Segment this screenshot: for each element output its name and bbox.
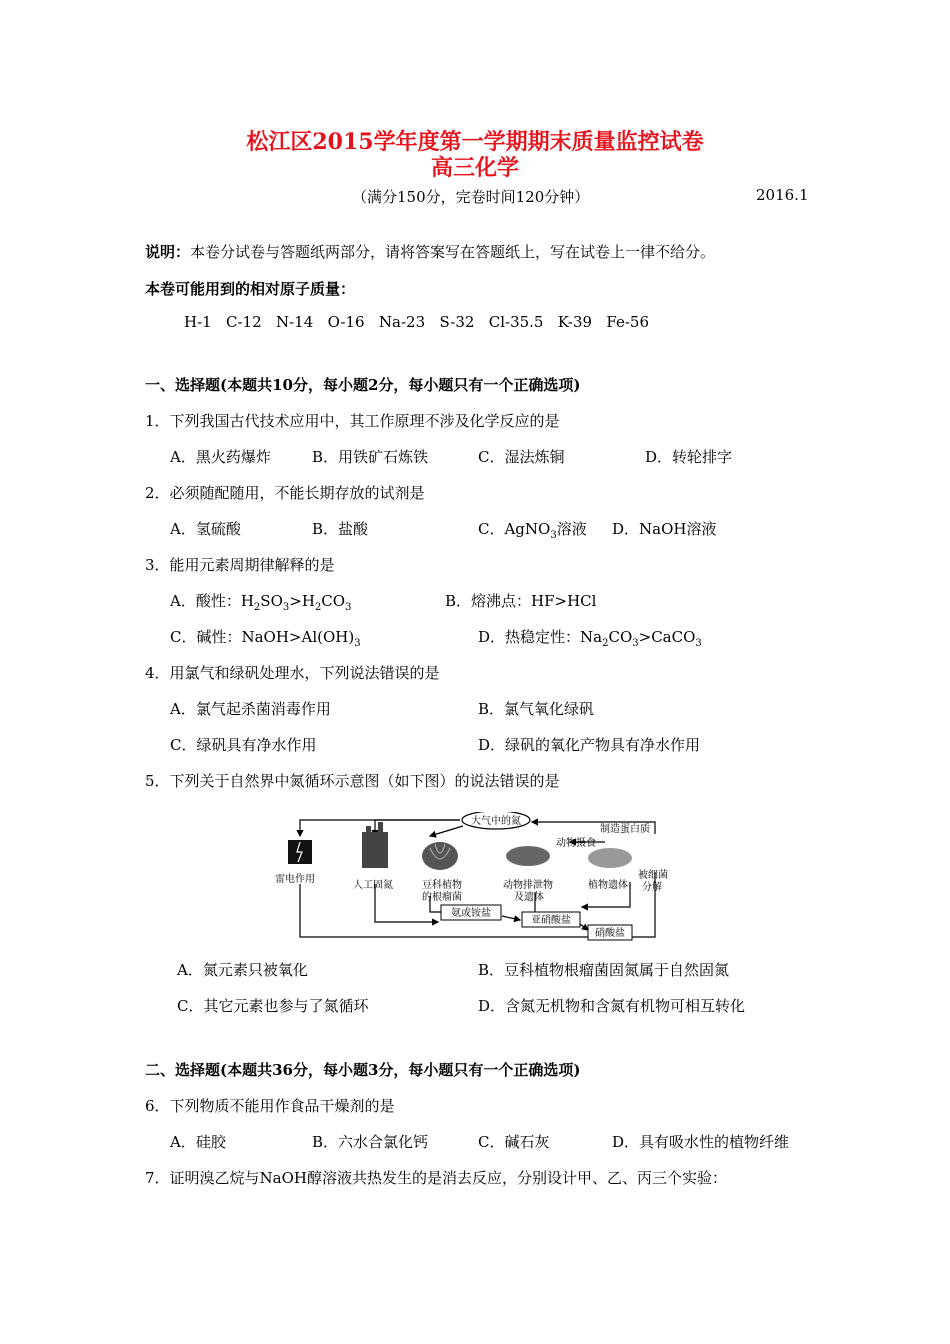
q5-option-c: C．其它元素也参与了氮循环 [177,997,369,1015]
label-artificial: 人工固氮 [353,880,393,891]
atomic-mass: K-39 [557,313,593,331]
section2-heading: 二、选择题(本题共36分，每小题3分，每小题只有一个正确选项) [145,1061,581,1079]
q6-option-a: A．硅胶 [170,1133,226,1151]
atomic-mass: Na-23 [378,313,426,331]
q1-option-b: B．用铁矿石炼铁 [312,448,429,466]
atomic-mass: Fe-56 [606,313,650,331]
label-bacteria-2: 分解 [642,882,662,893]
q4-option-b: B．氯气氧化绿矾 [478,700,595,718]
label-ammonia: 氨或铵盐 [451,908,491,919]
atomic-mass: N-14 [275,313,314,331]
q5-option-b: B．豆科植物根瘤菌固氮属于自然固氮 [478,961,730,979]
q3-option-d: D．热稳定性：$Na_2CO_3>CaCO_3$ [478,628,702,649]
note-label: 说明： [145,243,191,261]
q6-stem: 6．下列物质不能用作食品干燥剂的是 [145,1097,395,1115]
q6-option-c: C．碱石灰 [478,1133,550,1151]
atomic-mass-heading: 本卷可能用到的相对原子质量： [145,280,356,298]
exam-subject: 高三化学 [430,155,519,181]
atomic-mass: S-32 [439,313,475,331]
q3-option-b: B．熔沸点：HF>HCl [445,592,597,610]
atomic-mass: Cl-35.5 [488,313,544,331]
label-lightning: 雷电作用 [275,874,315,885]
q2-option-a: A．氢硫酸 [170,520,241,538]
q4-option-c: C．绿矾具有净水作用 [170,736,317,754]
q1-stem: 1．下列我国古代技术应用中，其工作原理不涉及化学反应的是 [145,412,560,430]
q4-option-d: D．绿矾的氧化产物具有净水作用 [478,736,701,754]
q6-option-b: B．六水合氯化钙 [312,1133,429,1151]
atomic-mass: O-16 [327,313,365,331]
label-animal-intake: 动物摄食 [556,838,596,849]
label-nitrite: 亚硝酸盐 [531,915,571,926]
q2-option-c: C．AgNO$_3$溶液 [478,520,587,541]
nitrogen-cycle-diagram [270,812,670,942]
animals-icon [506,846,550,866]
q2-option-d: D．NaOH溶液 [612,520,717,538]
q2-option-b: B．盐酸 [312,520,369,538]
atomic-mass: H-1 [184,313,212,331]
label-nitrate: 硝酸盐 [595,928,625,939]
q1-option-a: A．黑火药爆炸 [170,448,271,466]
label-bacteria-1: 被细菌 [638,870,668,881]
plant-remains-icon [588,848,632,868]
instruction-note [145,241,715,262]
atomic-mass: C-12 [226,313,262,331]
label-legume-1: 豆科植物 [422,880,462,891]
label-excreta-2: 及遗体 [514,892,544,903]
q4-option-a: A．氯气起杀菌消毒作用 [170,700,331,718]
q3-option-c: C．碱性：$NaOH>Al(OH)_3$ [170,628,361,649]
q2-stem: 2．必须随配随用，不能长期存放的试剂是 [145,484,425,502]
q3-stem: 3．能用元素周期律解释的是 [145,556,335,574]
atomic-mass-list [184,313,649,331]
note-text: 本卷分试卷与答题纸两部分，请将答案写在答题纸上，写在试卷上一律不给分。 [190,243,716,261]
exam-title: 松江区2015学年度第一学期期末质量监控试卷 [246,129,704,155]
label-atmosphere: 大气中的氮 [471,816,521,827]
q4-stem: 4．用氯气和绿矾处理水，下列说法错误的是 [145,664,440,682]
q1-option-c: C．湿法炼铜 [478,448,565,466]
q5-stem: 5．下列关于自然界中氮循环示意图（如下图）的说法错误的是 [145,772,560,790]
factory-icon [362,832,388,868]
legume-roots-icon [422,842,458,870]
q1-option-d: D．转轮排字 [645,448,733,466]
q3-option-a: A．酸性：$H_2SO_3>H_2CO_3$ [170,592,352,613]
section1-heading: 一、选择题(本题共10分，每小题2分，每小题只有一个正确选项) [145,376,581,394]
label-excreta-1: 动物排泄物 [503,880,553,891]
exam-date: 2016.1 [756,186,809,204]
label-make-protein: 制造蛋白质 [600,824,650,835]
label-plant-remains: 植物遗体 [588,880,628,891]
q6-option-d: D．具有吸水性的植物纤维 [612,1133,790,1151]
exam-info: （满分150分，完卷时间120分钟） [352,188,590,206]
q5-option-d: D．含氮无机物和含氮有机物可相互转化 [478,997,746,1015]
label-legume-2: 的根瘤菌 [422,892,462,903]
q7-stem: 7．证明溴乙烷与NaOH醇溶液共热发生的是消去反应，分别设计甲、乙、丙三个实验： [145,1169,727,1187]
q5-option-a: A．氮元素只被氧化 [177,961,308,979]
